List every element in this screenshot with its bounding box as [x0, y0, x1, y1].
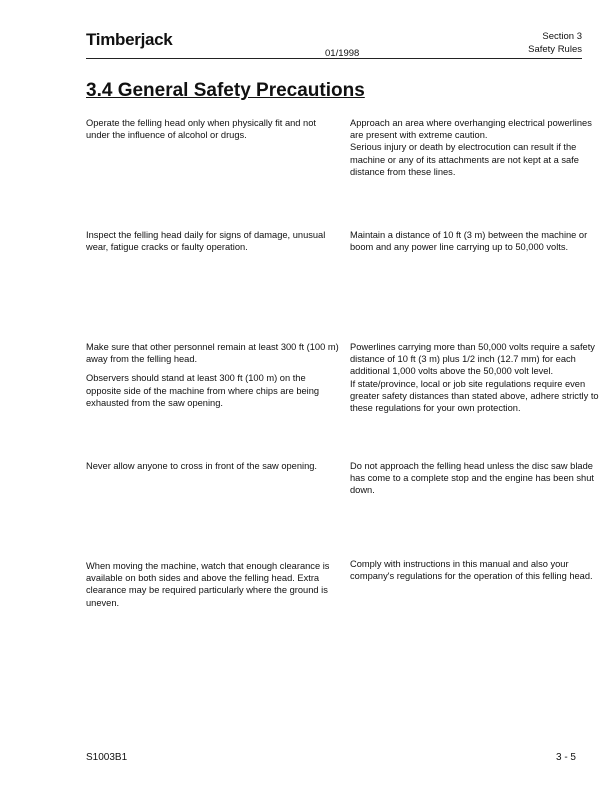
paragraph: Never allow anyone to cross in front of the saw opening. [86, 461, 318, 471]
block-4-left [86, 460, 341, 479]
paragraph: Operate the felling head only when physically fit and not under the influence of alcohol or drugs. [86, 118, 316, 141]
block-1-right [350, 117, 600, 185]
paragraph: Inspect the felling head daily for signs of damage, unusual wear, fatigue cracks or faulty operation. [86, 230, 326, 253]
paragraph: When moving the machine, watch that enough clearance is available on both sides and above the felling head. Extra clearance may be required particularly where the ground is uneven. [86, 561, 330, 608]
block-5-right [350, 558, 600, 589]
block-4-right [350, 460, 600, 504]
page-title: 3.4 General Safety Precautions [86, 80, 365, 101]
brand-logo: Timberjack [86, 30, 173, 49]
block-2-left [86, 229, 341, 260]
paragraph: Maintain a distance of 10 ft (3 m) between the machine or boom and any power line carrying up to 50,000 volts. [350, 230, 588, 253]
header-section [528, 30, 582, 56]
paragraph: Make sure that other personnel remain at least 300 ft (100 m) away from the felling head. [86, 342, 339, 365]
section-title: Safety Rules [528, 44, 582, 55]
section-number: Section 3 [542, 31, 582, 42]
header-rule [86, 58, 582, 59]
paragraph: Comply with instructions in this manual and also your company's regulations for the operation of this felling head. [350, 559, 593, 582]
header-date: 01/1998 [325, 48, 360, 59]
paragraph: Do not approach the felling head unless the disc saw blade has come to a complete stop and the engine has been shut down. [350, 461, 594, 496]
paragraph: Observers should stand at least 300 ft (100 m) on the opposite side of the machine from where chips are being exhausted from the saw opening. [86, 373, 320, 408]
block-2-right [350, 229, 600, 260]
block-1-left [86, 117, 341, 148]
footer-page-number: 3 - 5 [555, 752, 576, 763]
paragraph: Powerlines carrying more than 50,000 volts require a safety distance of 10 ft (3 m) plus 1/2 inch (12.7 mm) for each additional 1,000 volts above the 50,000 volt level. If state/province, local or job site regulations require even greater safety distances than stated above, adhere strictly to these regulations for your own protection. [350, 342, 599, 414]
block-3-right [350, 341, 600, 421]
footer-document-code: S1003B1 [86, 752, 128, 763]
block-3-left [86, 341, 341, 416]
paragraph: Approach an area where overhanging electrical powerlines are present with extreme caution. Serious injury or death by electrocution can result if the machine or any of its attachments are not kept at a safe distance from these lines. [350, 118, 592, 177]
block-5-left [86, 560, 341, 616]
